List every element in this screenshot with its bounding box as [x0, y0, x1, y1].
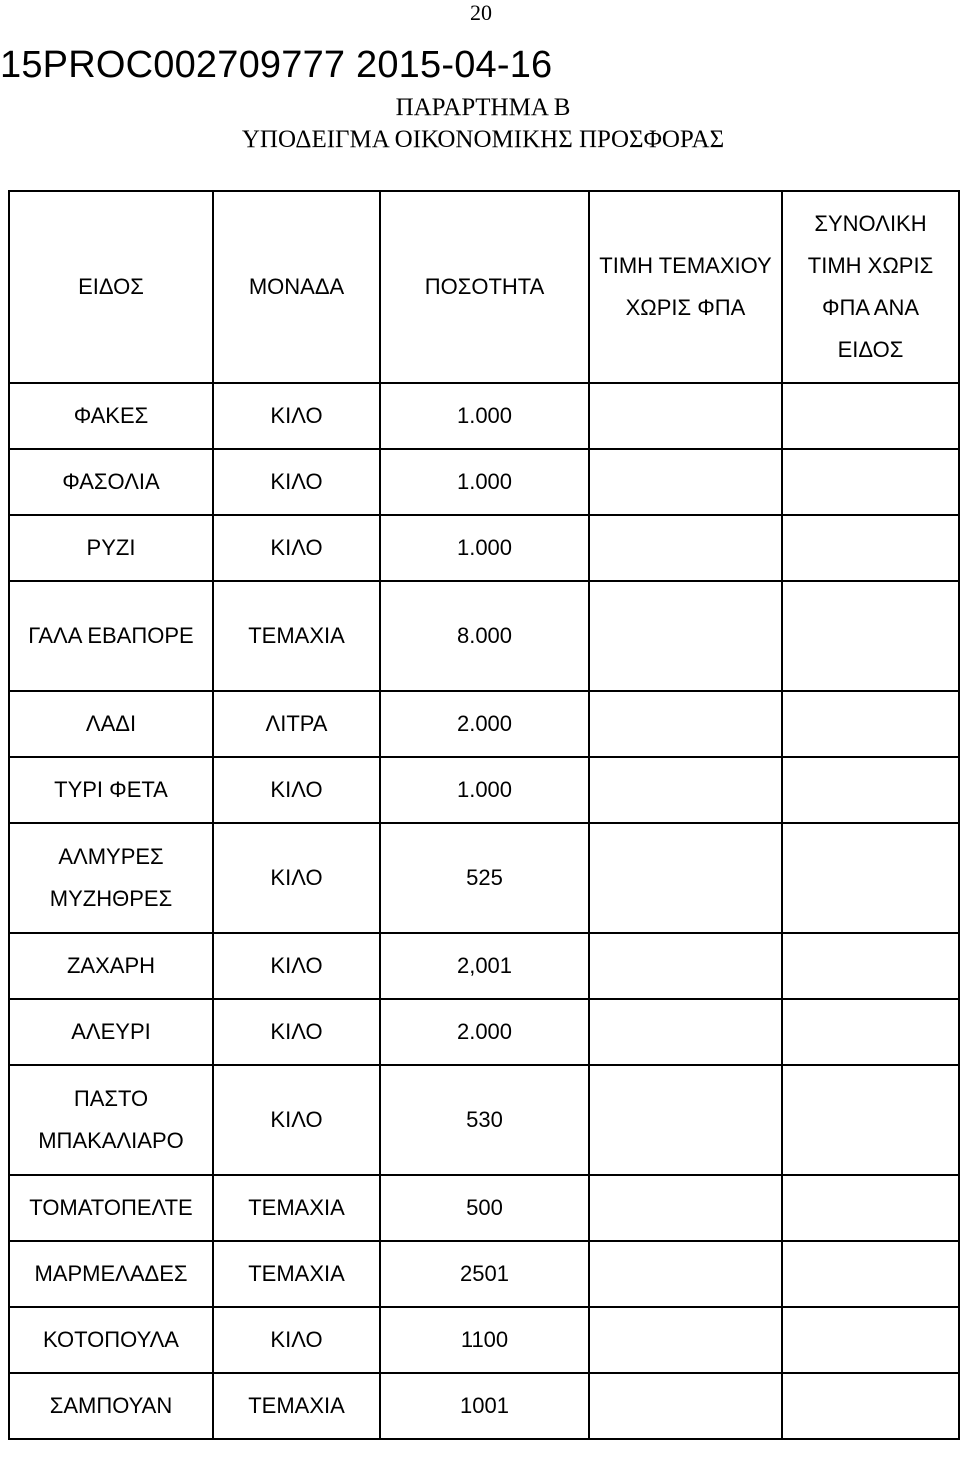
unit-price-cell[interactable]	[589, 933, 782, 999]
table-row	[9, 515, 959, 581]
unit-price-cell[interactable]	[589, 1241, 782, 1307]
annex-title: ΠΑΡΑΡΤΗΜΑ Β	[395, 94, 571, 121]
quantity-cell: 500	[380, 1175, 589, 1241]
total-price-cell[interactable]	[782, 691, 959, 757]
unit-price-cell[interactable]	[589, 515, 782, 581]
total-price-cell[interactable]	[782, 581, 959, 691]
table-row	[9, 1065, 959, 1175]
unit-price-cell[interactable]	[589, 999, 782, 1065]
table-row	[9, 1241, 959, 1307]
table-row	[9, 757, 959, 823]
column-header-item: ΕΙΔΟΣ	[9, 191, 213, 383]
quantity-cell: 2501	[380, 1241, 589, 1307]
table-header-row	[9, 191, 959, 383]
quantity-cell: 1100	[380, 1307, 589, 1373]
total-price-cell[interactable]	[782, 933, 959, 999]
unit-cell: ΚΙΛΟ	[213, 933, 380, 999]
total-price-cell[interactable]	[782, 999, 959, 1065]
quantity-cell: 2.000	[380, 999, 589, 1065]
unit-price-cell[interactable]	[589, 1373, 782, 1439]
item-cell: ΑΛΕΥΡΙ	[9, 999, 213, 1065]
form-title: ΥΠΟΔΕΙΓΜΑ ΟΙΚΟΝΟΜΙΚΗΣ ΠΡΟΣΦΟΡΑΣ	[241, 126, 725, 153]
item-cell: ΓΑΛΑ ΕΒΑΠΟΡΕ	[9, 581, 213, 691]
item-cell: ΡΥΖΙ	[9, 515, 213, 581]
table-row	[9, 933, 959, 999]
unit-cell: ΚΙΛΟ	[213, 823, 380, 933]
item-cell: ΠΑΣΤΟ ΜΠΑΚΑΛΙΑΡΟ	[9, 1065, 213, 1175]
quantity-cell: 1.000	[380, 515, 589, 581]
item-cell: ΦΑΣΟΛΙΑ	[9, 449, 213, 515]
document-id: 15PROC002709777 2015-04-16	[0, 44, 553, 86]
total-price-cell[interactable]	[782, 449, 959, 515]
unit-price-cell[interactable]	[589, 383, 782, 449]
quantity-cell: 8.000	[380, 581, 589, 691]
quantity-cell: 530	[380, 1065, 589, 1175]
unit-cell: ΚΙΛΟ	[213, 1065, 380, 1175]
unit-price-cell[interactable]	[589, 1307, 782, 1373]
item-cell: ΤΥΡΙ ΦΕΤΑ	[9, 757, 213, 823]
total-price-cell[interactable]	[782, 383, 959, 449]
table-row	[9, 1307, 959, 1373]
unit-price-cell[interactable]	[589, 691, 782, 757]
unit-cell: ΚΙΛΟ	[213, 999, 380, 1065]
unit-cell: ΚΙΛΟ	[213, 757, 380, 823]
column-header-unit: ΜΟΝΑΔΑ	[213, 191, 380, 383]
unit-cell: ΚΙΛΟ	[213, 449, 380, 515]
table-row	[9, 449, 959, 515]
unit-price-cell[interactable]	[589, 581, 782, 691]
item-cell: ΣΑΜΠΟΥΑΝ	[9, 1373, 213, 1439]
unit-cell: ΚΙΛΟ	[213, 1307, 380, 1373]
unit-cell: ΛΙΤΡΑ	[213, 691, 380, 757]
total-price-cell[interactable]	[782, 1307, 959, 1373]
quantity-cell: 2,001	[380, 933, 589, 999]
unit-cell: ΤΕΜΑΧΙΑ	[213, 581, 380, 691]
unit-price-cell[interactable]	[589, 823, 782, 933]
table-row	[9, 1175, 959, 1241]
unit-price-cell[interactable]	[589, 1175, 782, 1241]
quantity-cell: 1.000	[380, 383, 589, 449]
item-cell: ΛΑΔΙ	[9, 691, 213, 757]
quantity-cell: 1.000	[380, 757, 589, 823]
total-price-cell[interactable]	[782, 1065, 959, 1175]
unit-price-cell[interactable]	[589, 1065, 782, 1175]
unit-cell: ΚΙΛΟ	[213, 515, 380, 581]
column-header-total-price: ΣΥΝΟΛΙΚΗ ΤΙΜΗ ΧΩΡΙΣ ΦΠΑ ΑΝΑ ΕΙΔΟΣ	[782, 191, 959, 383]
quantity-cell: 2.000	[380, 691, 589, 757]
item-cell: ΤΟΜΑΤΟΠΕΛΤΕ	[9, 1175, 213, 1241]
item-cell: ΑΛΜΥΡΕΣ ΜΥΖΗΘΡΕΣ	[9, 823, 213, 933]
table-row	[9, 823, 959, 933]
item-cell: ΖΑΧΑΡΗ	[9, 933, 213, 999]
table-row	[9, 581, 959, 691]
unit-cell: ΚΙΛΟ	[213, 383, 380, 449]
item-cell: ΦΑΚΕΣ	[9, 383, 213, 449]
unit-cell: ΤΕΜΑΧΙΑ	[213, 1241, 380, 1307]
total-price-cell[interactable]	[782, 1175, 959, 1241]
unit-cell: ΤΕΜΑΧΙΑ	[213, 1373, 380, 1439]
table-row	[9, 1373, 959, 1439]
quantity-cell: 1001	[380, 1373, 589, 1439]
page-number: 20	[470, 0, 492, 25]
total-price-cell[interactable]	[782, 757, 959, 823]
table-row	[9, 383, 959, 449]
quantity-cell: 1.000	[380, 449, 589, 515]
item-cell: ΜΑΡΜΕΛΑΔΕΣ	[9, 1241, 213, 1307]
column-header-unit-price: ΤΙΜΗ ΤΕΜΑΧΙΟΥ ΧΩΡΙΣ ΦΠΑ	[589, 191, 782, 383]
financial-offer-table	[8, 190, 960, 1440]
unit-cell: ΤΕΜΑΧΙΑ	[213, 1175, 380, 1241]
column-header-quantity: ΠΟΣΟΤΗΤΑ	[380, 191, 589, 383]
table-row	[9, 999, 959, 1065]
unit-price-cell[interactable]	[589, 757, 782, 823]
quantity-cell: 525	[380, 823, 589, 933]
total-price-cell[interactable]	[782, 1241, 959, 1307]
table-row	[9, 691, 959, 757]
unit-price-cell[interactable]	[589, 449, 782, 515]
total-price-cell[interactable]	[782, 1373, 959, 1439]
item-cell: ΚΟΤΟΠΟΥΛΑ	[9, 1307, 213, 1373]
total-price-cell[interactable]	[782, 823, 959, 933]
total-price-cell[interactable]	[782, 515, 959, 581]
